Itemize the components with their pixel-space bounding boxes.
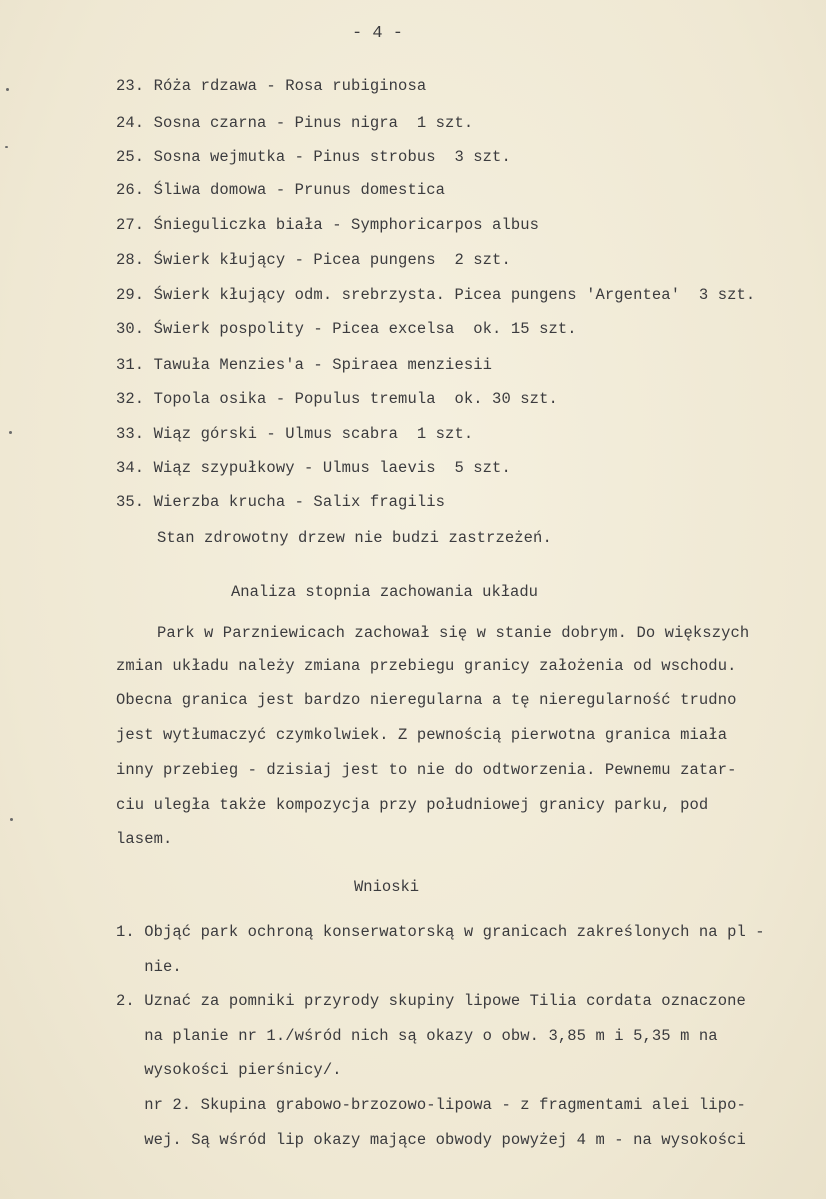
species-item: 23. Róża rdzawa - Rosa rubiginosa bbox=[116, 77, 427, 95]
species-item: 29. Świerk kłujący odm. srebrzysta. Picea pungens 'Argentea' 3 szt. bbox=[116, 286, 756, 304]
species-item: 27. Śnieguliczka biała - Symphoricarpos albus bbox=[116, 216, 540, 234]
species-item: 35. Wierzba krucha - Salix fragilis bbox=[116, 493, 446, 511]
analysis-line: inny przebieg - dzisiaj jest to nie do odtworzenia. Pewnemu zatar- bbox=[116, 761, 737, 779]
page-number: - 4 - bbox=[352, 24, 404, 43]
scan-speck bbox=[9, 431, 12, 434]
analysis-line: Park w Parzniewicach zachował się w stanie dobrym. Do większych bbox=[157, 624, 750, 642]
conclusions-heading: Wnioski bbox=[354, 878, 420, 896]
conclusion-line: na planie nr 1./wśród nich są okazy o obw. 3,85 m i 5,35 m na bbox=[116, 1027, 718, 1045]
conclusion-line: wej. Są wśród lip okazy mające obwody powyżej 4 m - na wysokości bbox=[116, 1131, 746, 1149]
analysis-line: ciu uległa także kompozycja przy południowej granicy parku, pod bbox=[116, 796, 709, 814]
species-item: 30. Świerk pospolity - Picea excelsa ok. 15 szt. bbox=[116, 320, 577, 338]
conclusion-line: nie. bbox=[116, 958, 182, 976]
analysis-line: zmian układu należy zmiana przebiegu granicy założenia od wschodu. bbox=[116, 657, 737, 675]
analysis-heading: Analiza stopnia zachowania układu bbox=[231, 583, 538, 601]
species-item: 33. Wiąz górski - Ulmus scabra 1 szt. bbox=[116, 425, 474, 443]
conclusion-line: nr 2. Skupina grabowo-brzozowo-lipowa - z fragmentami alei lipo- bbox=[116, 1096, 746, 1114]
analysis-line: jest wytłumaczyć czymkolwiek. Z pewnością pierwotna granica miała bbox=[116, 726, 728, 744]
species-item: 24. Sosna czarna - Pinus nigra 1 szt. bbox=[116, 114, 474, 132]
species-item: 26. Śliwa domowa - Prunus domestica bbox=[116, 181, 446, 199]
species-item: 25. Sosna wejmutka - Pinus strobus 3 szt. bbox=[116, 148, 511, 166]
health-note: Stan zdrowotny drzew nie budzi zastrzeżeń. bbox=[157, 529, 552, 547]
conclusion-line: 1. Objąć park ochroną konserwatorską w granicach zakreślonych na pl - bbox=[116, 923, 765, 941]
species-item: 28. Świerk kłujący - Picea pungens 2 szt. bbox=[116, 251, 511, 269]
species-item: 31. Tawuła Menzies'a - Spiraea menziesii bbox=[116, 356, 493, 374]
species-item: 34. Wiąz szypułkowy - Ulmus laevis 5 szt. bbox=[116, 459, 511, 477]
scan-speck bbox=[6, 88, 9, 91]
conclusion-line: wysokości pierśnicy/. bbox=[116, 1061, 342, 1079]
conclusion-line: 2. Uznać za pomniki przyrody skupiny lipowe Tilia cordata oznaczone bbox=[116, 992, 746, 1010]
scan-speck bbox=[5, 146, 8, 148]
analysis-line: lasem. bbox=[116, 830, 173, 848]
analysis-line: Obecna granica jest bardzo nieregularna a tę nieregularność trudno bbox=[116, 691, 737, 709]
species-item: 32. Topola osika - Populus tremula ok. 30 szt. bbox=[116, 390, 558, 408]
scan-speck bbox=[10, 818, 13, 821]
